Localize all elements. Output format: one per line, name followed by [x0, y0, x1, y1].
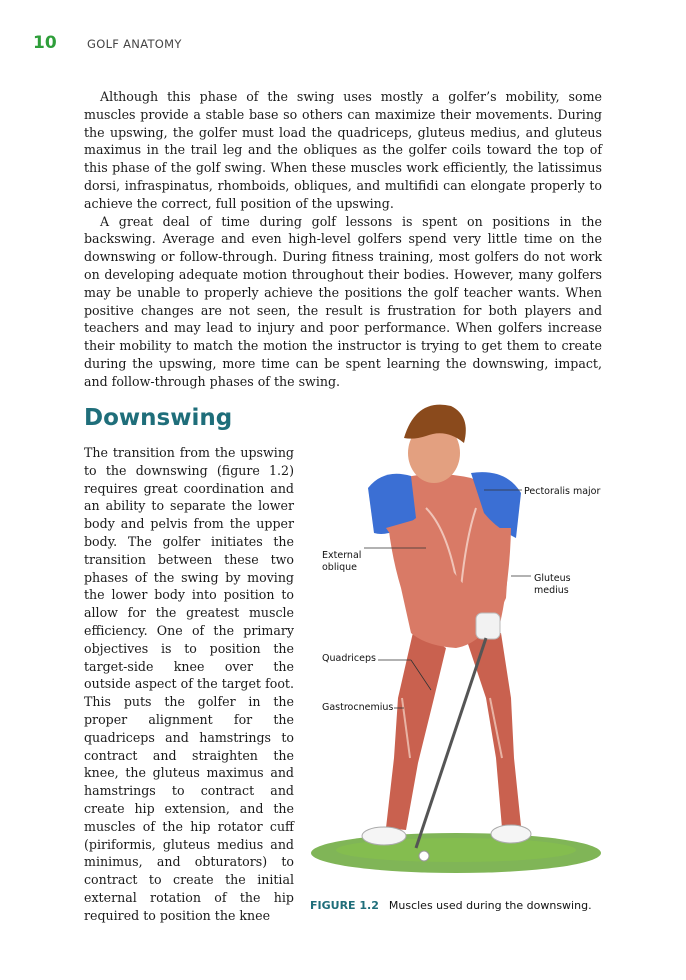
- running-head: GOLF ANATOMY: [87, 37, 182, 51]
- page-number: 10: [33, 33, 57, 53]
- hands: [476, 613, 500, 639]
- golfer-illustration: [306, 398, 606, 873]
- figure-caption: [310, 899, 592, 912]
- label-gastrocnemius: Gastrocnemius: [322, 702, 394, 713]
- right-leg: [466, 633, 521, 828]
- caption-text: Muscles used during the downswing.: [388, 899, 592, 912]
- label-external-oblique: External oblique: [322, 550, 362, 573]
- section-heading: Downswing: [84, 405, 233, 431]
- left-shoe: [362, 827, 406, 845]
- paragraph: A great deal of time during golf lessons is spent on positions in the backswing. Average and even high-level golfers spend very little time on the downswing or follow-through. During fitness training, most golfers do not work on developing adequate motion throughout their bodies. However, many golfers may be unable to properly achieve the positions the golf teacher wants. When positive changes are not seen, the result is frustration for both players and teachers and may lead to injury and poor performance. When golfers increase their mobility to match the motion the instructor is trying to get them to create during the upswing, more time can be spent learning the downswing, impact, and follow-through phases of the swing.: [84, 213, 602, 389]
- right-shoe: [491, 825, 531, 843]
- label-quadriceps: Quadriceps: [322, 653, 376, 664]
- left-leg: [386, 628, 446, 830]
- intro-text: [84, 88, 602, 391]
- section-text: The transition from the upswing to the downswing (figure 1.2) requires great coordination and an ability to separate the lower body and pelvis from the upper body. The golfer initiates the transition between these two phases of the swing by moving the lower body into position to allow for the greatest muscle efficiency. One of the primary objectives is to position the target-side knee over the outside aspect of the target foot. This puts the golfer in the proper alignment for the quadriceps and hamstrings to contract and straighten the knee, the gluteus maximus and hamstrings to contract and create hip extension, and the muscles of the hip rotator cuff (piriformis, gluteus medius and minimus, and obturators) to contract to create the initial external rotation of the hip required to position the knee: [84, 445, 294, 923]
- label-pectoralis: Pectoralis major: [524, 486, 601, 497]
- anatomy-figure: [306, 398, 606, 873]
- golf-ball: [419, 851, 429, 861]
- label-gluteus-medius: Gluteus medius: [534, 573, 571, 596]
- figure-number: FIGURE 1.2: [310, 899, 379, 912]
- paragraph: Although this phase of the swing uses mostly a golfer’s mobility, some muscles provide a stable base so others can maximize their movements. During the upswing, the golfer must load the quadriceps, gluteus medius, and gluteus maximus in the trail leg and the obliques as the golfer coils toward the top of this phase of the golf swing. When these muscles work efficiently, the latissimus dorsi, infraspinatus, rhomboids, obliques, and multifidi can elongate properly to achieve the correct, full position of the upswing.: [84, 89, 602, 211]
